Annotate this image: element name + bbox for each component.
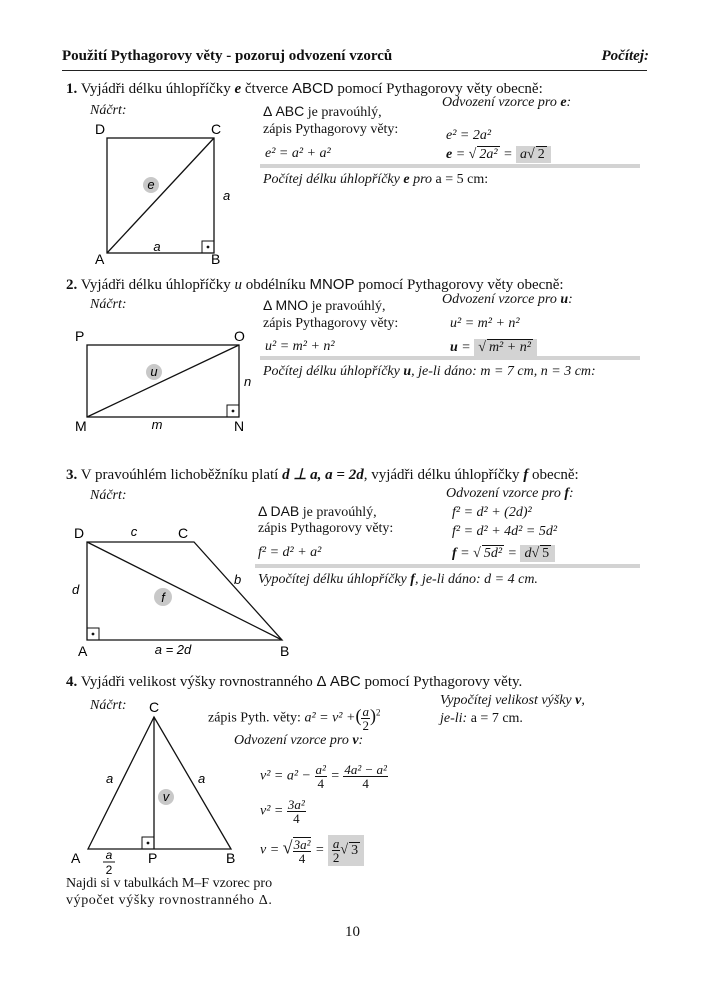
task1-shape-name: ABCD xyxy=(291,80,334,97)
task1-diagonal xyxy=(107,138,214,253)
task3-trapezoid-figure xyxy=(70,522,300,662)
task2-text-middle: obdélníku xyxy=(245,277,306,293)
task4-pyth-num: a xyxy=(362,704,369,719)
task2-compute-value: m = 7 cm, n = 3 cm: xyxy=(480,364,596,379)
task3-sketch-label: Náčrt: xyxy=(90,488,127,503)
task1-compute-var: e xyxy=(403,172,410,187)
task2-sketch-label: Náčrt: xyxy=(90,297,127,312)
task4-step1-result xyxy=(343,763,388,790)
page-title: Použití Pythagorovy věty - pozoruj odvození vzorců xyxy=(62,48,393,64)
task3-result-final-d: d xyxy=(524,546,532,561)
task1-side-right: a xyxy=(223,188,231,203)
task1-triangle-note xyxy=(263,103,382,121)
task1-result-final: a√ 2 xyxy=(516,146,551,163)
task3-diag-label: f xyxy=(161,590,165,605)
task3-var: f xyxy=(523,467,529,483)
task3-derivation-label: Odvození vzorce pro f: xyxy=(446,486,574,501)
task2-number: 2. xyxy=(66,277,78,293)
task4-step1-lhs: v² = a² − xyxy=(260,768,312,784)
task4-note-line1: Najdi si v tabulkách M–F vzorec pro xyxy=(66,876,273,891)
task1-diag-label: e xyxy=(147,177,155,192)
task4-number: 4. xyxy=(66,674,78,690)
task2-diag-label: u xyxy=(150,364,158,379)
task4-step1-eq: = xyxy=(330,768,340,784)
task4-vertex-c: C xyxy=(149,699,160,715)
task3-notation-label: zápis Pythagorovy věty: xyxy=(258,521,394,536)
task4-compute-cond: je-li: xyxy=(440,711,468,726)
task3-side-left: d xyxy=(72,582,80,597)
task4-notation: zápis Pyth. věty: a² = v² +( $\frac{a}{2}$ )$^2$ xyxy=(208,704,381,733)
task4-step1-frac xyxy=(315,763,327,790)
task3-triangle-prefix: Δ DAB xyxy=(258,503,300,519)
task3-text-b: , vyjádři délku úhlopříčky xyxy=(363,467,520,483)
task2-vertex-m: M xyxy=(75,418,87,434)
task4-sketch-label: Náčrt: xyxy=(90,698,127,713)
task2-triangle-note xyxy=(263,297,386,315)
task3-vertex-a: A xyxy=(78,643,88,659)
task4-notation-label: zápis Pyth. věty: xyxy=(208,710,301,726)
task1-pyth-equation: e² = a² + a² xyxy=(265,146,331,161)
task4-half-den: 2 xyxy=(105,863,113,877)
task4-vertex-b: B xyxy=(226,850,236,866)
task1-notation-label: zápis Pythagorovy věty: xyxy=(263,122,399,137)
task1-side-bottom: a xyxy=(153,239,161,254)
task2-side-right: n xyxy=(244,374,252,389)
task2-compute-cond: je-li dáno: xyxy=(418,364,477,379)
task4-step1-frac-num: a² xyxy=(315,762,326,777)
task4-step3-num: 3a² xyxy=(293,836,311,852)
task1-right-angle-dot xyxy=(207,246,210,249)
task3-compute-line xyxy=(258,572,538,588)
task3-result: f = √ 5d² = d√ 5 xyxy=(452,545,555,562)
task4-compute-line2 xyxy=(440,711,523,727)
task4-compute-value: a = 7 cm. xyxy=(470,711,523,726)
task4-step3-res-root: 3 xyxy=(351,842,359,858)
task4-step2-num: 3a² xyxy=(287,797,305,812)
task3-text-a: V pravoúhlém lichoběžníku platí xyxy=(80,467,279,483)
task3-result-root: 5d² xyxy=(483,546,503,561)
task4-step2-den: 4 xyxy=(293,811,300,826)
task4-derivation-var: v xyxy=(352,733,359,748)
task4-step3-lhs: v = xyxy=(260,842,280,858)
task2-side-bottom: m xyxy=(151,417,163,432)
task2-text-after: pomocí Pythagorovy věty obecně: xyxy=(358,277,564,293)
task4-step1 xyxy=(260,763,388,790)
task2-highlight-bar xyxy=(260,356,640,360)
task1-triangle-prefix: Δ ABC xyxy=(263,103,305,119)
task4-step3-den: 4 xyxy=(298,850,306,866)
task3-vertex-b: B xyxy=(280,643,290,659)
task4-step3-result: $\frac{a}{2}$ √ 3 xyxy=(328,835,364,866)
task2-vertex-n: N xyxy=(234,418,245,434)
task3-side-bottom: a = 2d xyxy=(154,642,192,657)
task4-pyth-den: 2 xyxy=(362,718,369,733)
task3-result-final-root: 5 xyxy=(542,546,550,561)
task3-derivation-text: Odvození vzorce pro xyxy=(446,486,561,501)
task4-step2-lhs: v² = xyxy=(260,803,284,819)
task4-pyth-lhs: a² = v² + xyxy=(304,710,356,726)
task4-text-after: pomocí Pythagorovy věty. xyxy=(364,674,523,690)
task3-highlight-bar xyxy=(255,564,640,568)
task1-derivation-label: Odvození vzorce pro e: xyxy=(442,95,572,110)
task2-deriv-step1: u² = m² + n² xyxy=(450,316,520,331)
task4-derivation-label: Odvození vzorce pro v: xyxy=(234,733,364,748)
task1-vertex-c: C xyxy=(211,121,222,137)
task4-note-line2: výpočet výšky rovnostranného Δ. xyxy=(66,893,273,908)
task1-square-figure xyxy=(90,120,240,265)
task2-diagonal xyxy=(87,345,239,417)
task4-step1-frac-den: 4 xyxy=(317,776,324,791)
task3-vertex-d: D xyxy=(74,525,85,541)
task4-heading xyxy=(66,673,522,691)
task4-compute-var: v xyxy=(575,693,582,708)
page-number: 10 xyxy=(345,924,360,940)
task1-compute-value: a = 5 cm: xyxy=(435,172,489,187)
task3-compute-label: Vypočítej délku úhlopříčky xyxy=(258,572,407,587)
task3-vertex-c: C xyxy=(178,525,189,541)
task4-step3-frac xyxy=(293,837,312,865)
task1-sketch-label: Náčrt: xyxy=(90,103,127,118)
task1-text-before: Vyjádři délku úhlopříčky xyxy=(80,81,231,97)
task4-height-label: v xyxy=(162,789,170,804)
task3-side-right: b xyxy=(234,572,242,587)
task3-triangle-note xyxy=(258,503,377,521)
header-divider xyxy=(62,70,647,71)
task4-derivation-text: Odvození vzorce pro xyxy=(234,733,349,748)
task4-compute-line1: Vypočítej velikost výšky v, xyxy=(440,693,585,708)
task3-compute-value: d = 4 cm. xyxy=(484,572,538,587)
task3-heading xyxy=(66,465,579,484)
task4-vertex-a: A xyxy=(71,850,81,866)
task2-result-root-box: √ m² + n² xyxy=(474,339,537,356)
task4-step3-res-den: 2 xyxy=(332,850,340,865)
task1-triangle-suffix: je pravoúhlý, xyxy=(307,105,382,120)
header-right-label: Počítej: xyxy=(601,48,649,64)
task2-triangle-prefix: Δ MNO xyxy=(263,297,309,313)
task1-text-middle: čtverce xyxy=(244,81,289,97)
task1-result-root: 2a² xyxy=(479,147,498,162)
task4-side-left: a xyxy=(106,771,114,786)
task4-step2 xyxy=(260,798,306,825)
task2-derivation-text: Odvození vzorce pro xyxy=(442,292,557,307)
task3-result-eq2: = xyxy=(507,546,517,561)
task3-triangle-suffix: je pravoúhlý, xyxy=(302,505,377,520)
task4-step2-frac xyxy=(287,798,306,825)
task3-text-c: obecně: xyxy=(532,467,579,483)
task4-step1-res-den: 4 xyxy=(362,776,369,791)
task1-vertex-b: B xyxy=(211,251,221,265)
task4-step3-res-num: a xyxy=(332,836,340,851)
task3-deriv-step2: f² = d² + 4d² = 5d² xyxy=(452,524,558,539)
task2-vertex-p: P xyxy=(75,328,85,344)
task1-derivation-text: Odvození vzorce pro xyxy=(442,95,557,110)
task1-result-final-a: a xyxy=(520,147,528,162)
task2-vertex-o: O xyxy=(234,328,245,344)
task4-triangle-name: Δ ABC xyxy=(316,673,361,690)
task2-result-lhs: u xyxy=(450,340,458,355)
task1-result: e = √ 2a² = a√ 2 xyxy=(446,146,551,163)
task4-vertex-p: P xyxy=(148,850,158,866)
task4-half-num: a xyxy=(105,848,113,862)
task2-derivation-label: Odvození vzorce pro u: xyxy=(442,292,573,307)
task4-pyth-exp: 2 xyxy=(375,707,381,718)
task1-compute-label: Počítej délku úhlopříčky xyxy=(263,172,400,187)
task4-step3: v = √ $\frac{\text{3a²}}{4}$ = $\frac{a}{2}$ √ 3 xyxy=(260,835,364,866)
task3-result-lhs: f xyxy=(452,546,457,561)
task1-vertex-a: A xyxy=(95,251,105,265)
task2-shape-name: MNOP xyxy=(309,276,355,293)
task3-result-eq: = xyxy=(460,546,470,561)
task1-highlight-bar xyxy=(260,164,640,168)
task2-var: u xyxy=(234,277,242,293)
task3-result-final: d√ 5 xyxy=(520,545,555,562)
task3-condition: d ⊥ a, a = 2d xyxy=(282,467,364,483)
task3-compute-var: f xyxy=(410,572,415,587)
task3-compute-cond: , je-li dáno: xyxy=(414,572,481,587)
task1-result-final-root: 2 xyxy=(537,147,545,162)
task3-pyth-equation: f² = d² + a² xyxy=(258,545,322,560)
task2-rectangle-figure xyxy=(72,325,262,435)
task4-right-angle-dot xyxy=(147,842,150,845)
task4-text-before: Vyjádři velikost výšky rovnostranného xyxy=(80,674,313,690)
task2-result-eq: = xyxy=(461,340,471,355)
task4-compute-label: Vypočítej velikost výšky xyxy=(440,693,572,708)
task2-result xyxy=(450,339,537,356)
task1-result-eq: = xyxy=(455,147,466,162)
task2-derivation-var: u xyxy=(560,292,569,307)
task2-text-before: Vyjádři délku úhlopříčky xyxy=(80,277,231,293)
task2-compute-var: u xyxy=(403,364,412,379)
task3-number: 3. xyxy=(66,467,78,483)
task3-diagonal xyxy=(87,542,282,640)
task1-compute-line xyxy=(263,172,488,188)
task2-pyth-equation: u² = m² + n² xyxy=(265,339,335,354)
task2-notation-label: zápis Pythagorovy věty: xyxy=(263,316,399,331)
task3-derivation-var: f xyxy=(564,486,569,501)
task4-step3-eq: = xyxy=(314,842,325,858)
task2-compute-line: Počítej délku úhlopříčky u, je-li dáno: m = 7 cm, n = 3 cm: xyxy=(263,364,596,379)
task3-deriv-step1: f² = d² + (2d)² xyxy=(452,505,532,520)
task1-deriv-step1: e² = 2a² xyxy=(446,128,492,143)
task4-side-right: a xyxy=(198,771,206,786)
task1-number: 1. xyxy=(66,81,78,97)
task2-triangle-suffix: je pravoúhlý, xyxy=(311,299,386,314)
task2-result-root: m² + n² xyxy=(488,340,531,355)
task1-derivation-var: e xyxy=(560,95,567,110)
task1-var: e xyxy=(234,81,242,97)
task4-step1-res-num: 4a² − a² xyxy=(344,762,387,777)
task3-right-angle-dot xyxy=(92,633,95,636)
task1-text-after: pomocí Pythagorovy věty obecně: xyxy=(337,81,543,97)
task2-right-angle-dot xyxy=(232,410,235,413)
task3-side-top: c xyxy=(130,524,138,539)
task1-result-eq2: = xyxy=(503,147,513,162)
task2-compute-label: Počítej délku úhlopříčky xyxy=(263,364,400,379)
task1-compute-cond: pro xyxy=(413,172,432,187)
task1-vertex-d: D xyxy=(95,121,106,137)
task4-pyth-frac xyxy=(361,705,370,732)
task1-result-lhs: e xyxy=(446,147,453,162)
